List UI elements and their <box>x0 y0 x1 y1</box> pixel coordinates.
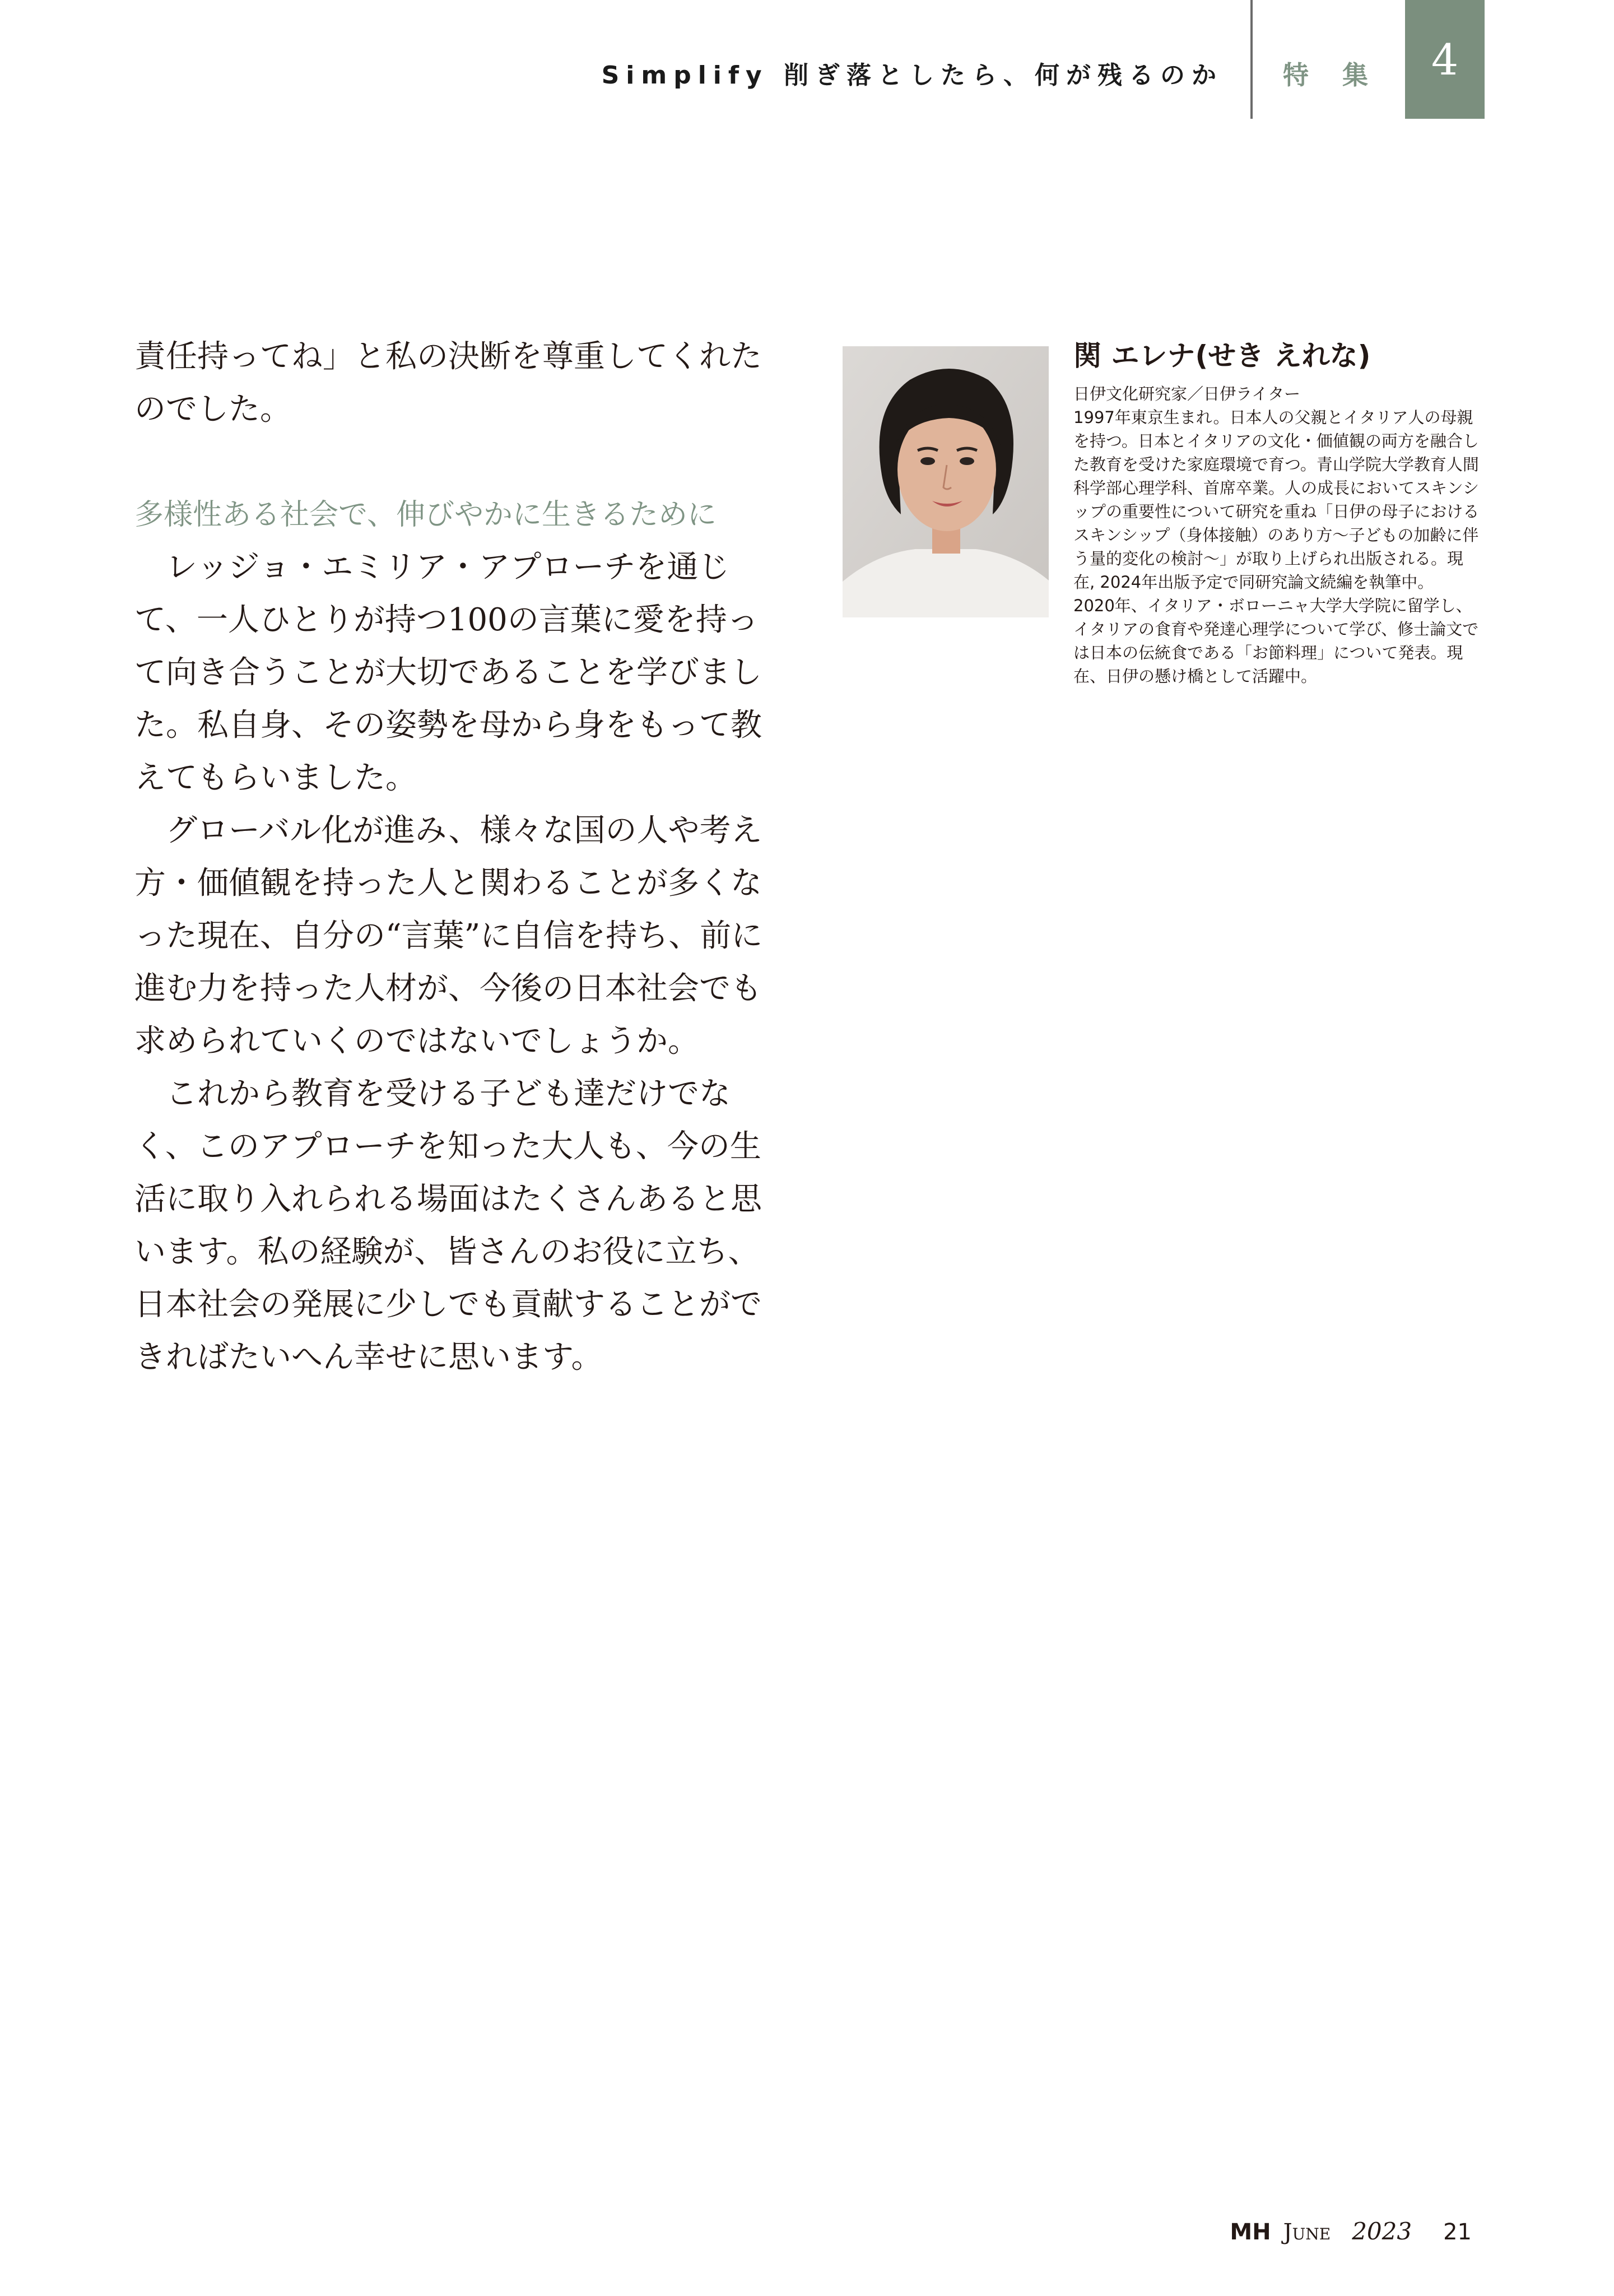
author-bio: 1997年東京生まれ。日本人の父親とイタリア人の母親を持つ。日本とイタリアの文化・価値観の両方を融合した教育を受けた家庭環境で育つ。青山学院大学教育人間科学部心理学科、首席卒業。人の成長においてスキンシップの重要性について研究を重ね「日伊の母子におけるスキンシップ（身体接触）のあり方〜子どもの加齢に伴う量的変化の検討〜」が取り上げられ出版される。現在, 2024年出版予定で同研究論文続編を執筆中。 <box>1073 408 1480 592</box>
author-name: 関 エレナ(せき えれな) <box>1073 340 1371 372</box>
author-profile <box>1073 336 1485 688</box>
section-label: 特集 <box>1283 60 1402 90</box>
header-divider <box>1250 0 1253 119</box>
running-header-title: Simplify 削ぎ落としたら、何が残るのか <box>601 61 1223 90</box>
section-heading: 多様性ある社会で、伸びやかに生きるために <box>134 498 717 532</box>
article-paragraph: 責任持ってね」と私の決断を尊重してくれたのでした。 <box>134 338 762 427</box>
article-paragraph: レッジョ・エミリア・アプローチを通じて、一人ひとりが持つ100の言葉に愛を持って向き合うことが大切であることを学びました。私自身、その姿勢を母から身をもって教えてもらいました。 <box>134 549 762 796</box>
issue-year: 2023 <box>1352 2218 1412 2245</box>
author-photo <box>843 346 1049 617</box>
article-paragraph: グローバル化が進み、様々な国の人や考え方・価値観を持った人と関わることが多くなった現在、自分の“言葉”に自信を持ち、前に進む力を持った人材が、今後の日本社会でも求められていくのではないでしょうか。 <box>134 812 763 1059</box>
page-number: 21 <box>1443 2219 1472 2245</box>
author-role: 日伊文化研究家／日伊ライター <box>1073 384 1301 403</box>
paragraph-gap <box>134 436 773 489</box>
magazine-logo: MH <box>1230 2219 1271 2245</box>
issue-month: June <box>1283 2219 1331 2245</box>
article-paragraph: これから教育を受ける子ども達だけでなく、このアプローチを知った大人も、今の生活に取り入れられる場面はたくさんあると思います。私の経験が、皆さんのお役に立ち、日本社会の発展に少しでも貢献することができればたいへん幸せに思います。 <box>134 1076 762 1375</box>
section-number-badge: 4 <box>1405 0 1485 119</box>
page-footer <box>1230 2218 1472 2245</box>
author-bio: 2020年、イタリア・ボローニャ大学大学院に留学し、イタリアの食育や発達心理学について学び、修士論文では日本の伝統食である「お節料理」について発表。現在、日伊の懸け橋として活躍中。 <box>1073 596 1479 686</box>
article-body <box>134 331 773 1384</box>
